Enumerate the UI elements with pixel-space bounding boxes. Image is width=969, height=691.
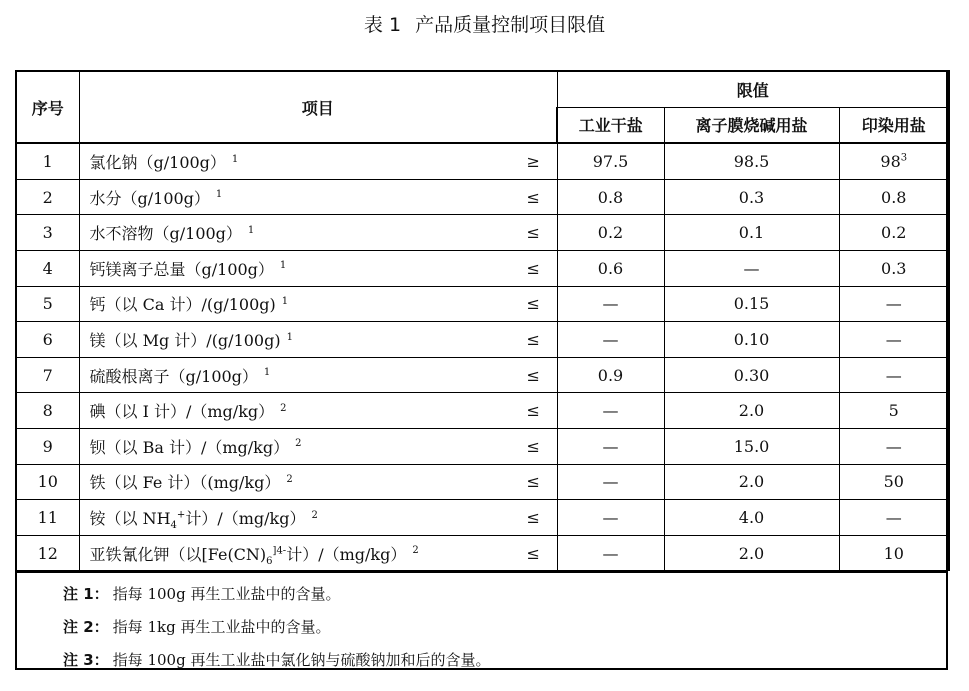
note-text: 指每 1kg 再生工业盐中的含量。 <box>112 618 331 636</box>
membrane-caustic-salt-value: 0.10 <box>664 322 839 358</box>
dyeing-salt-value <box>839 215 949 251</box>
header-col-industrial-dry-salt: 工业干盐 <box>557 107 664 143</box>
row-seq: 2 <box>16 179 79 215</box>
row-operator: ≤ <box>510 464 557 500</box>
note-label: 注 2： <box>63 618 109 636</box>
table-row <box>16 393 949 429</box>
note-3 <box>63 649 490 670</box>
row-seq: 5 <box>16 286 79 322</box>
membrane-caustic-salt-value: 2.0 <box>664 535 839 571</box>
dyeing-salt-value <box>839 464 949 500</box>
table-row <box>16 500 949 536</box>
header-limit: 限值 <box>557 71 949 107</box>
dyeing-salt-value <box>839 143 949 179</box>
item-note-ref: 1 <box>231 153 239 165</box>
item-note-ref: 1 <box>286 331 293 343</box>
item-note-ref: 2 <box>280 402 287 414</box>
row-item <box>79 322 510 358</box>
item-superscript: + <box>176 509 186 521</box>
row-operator: ≤ <box>510 428 557 464</box>
industrial-dry-salt-value: — <box>557 464 664 500</box>
membrane-caustic-salt-value: 2.0 <box>664 464 839 500</box>
row-seq: 11 <box>16 500 79 536</box>
dyeing-salt-value-text: — <box>885 436 902 456</box>
row-operator: ≤ <box>510 500 557 536</box>
row-operator: ≤ <box>510 535 557 571</box>
table-row <box>16 464 949 500</box>
row-seq: 1 <box>16 143 79 179</box>
dyeing-salt-value-text: 5 <box>888 401 899 421</box>
row-item <box>79 393 510 429</box>
item-text: 碘（以 I 计）/（mg/kg） <box>89 402 275 422</box>
value-note-ref: 3 <box>900 152 908 164</box>
membrane-caustic-salt-value: 0.15 <box>664 286 839 322</box>
row-operator: ≤ <box>510 179 557 215</box>
industrial-dry-salt-value: — <box>557 393 664 429</box>
dyeing-salt-value-text: — <box>885 294 902 314</box>
table-row <box>16 215 949 251</box>
item-note-ref: 2 <box>286 474 293 485</box>
note-label: 注 1： <box>63 585 109 603</box>
row-item <box>79 286 510 322</box>
industrial-dry-salt-value: — <box>557 500 664 536</box>
table-row <box>16 357 949 393</box>
row-seq: 10 <box>16 464 79 500</box>
industrial-dry-salt-value: 97.5 <box>557 143 664 179</box>
table-row <box>16 179 949 215</box>
item-note-ref: 1 <box>215 189 223 201</box>
item-text: 钙（以 Ca 计）/(g/100g) <box>89 295 276 315</box>
table-row <box>16 535 949 571</box>
dyeing-salt-value <box>839 322 949 358</box>
item-superscript: ]4- <box>272 545 287 557</box>
item-note-ref: 2 <box>295 438 302 450</box>
dyeing-salt-value-text: 50 <box>883 472 904 492</box>
quality-limits-table <box>15 70 950 571</box>
row-item <box>79 464 510 500</box>
dyeing-salt-value <box>839 250 949 286</box>
item-text: 镁（以 Mg 计）/(g/100g) <box>89 330 281 350</box>
row-item <box>79 215 510 251</box>
dyeing-salt-value <box>839 286 949 322</box>
industrial-dry-salt-value: — <box>557 322 664 358</box>
row-seq: 9 <box>16 428 79 464</box>
dyeing-salt-value <box>839 535 949 571</box>
item-note-ref: 2 <box>412 545 419 557</box>
notes-section <box>17 571 946 670</box>
row-seq: 12 <box>16 535 79 571</box>
item-note-ref: 1 <box>279 260 287 272</box>
header-col-membrane-caustic-salt: 离子膜烧碱用盐 <box>664 107 839 143</box>
item-text: 硫酸根离子（g/100g） <box>89 366 258 386</box>
note-1 <box>63 583 340 604</box>
dyeing-salt-value-text: — <box>885 507 902 527</box>
dyeing-salt-value <box>839 500 949 536</box>
item-text: 氯化钠（g/100g） <box>89 152 226 172</box>
industrial-dry-salt-value: — <box>557 428 664 464</box>
row-seq: 7 <box>16 357 79 393</box>
row-operator: ≤ <box>510 322 557 358</box>
table-title <box>0 10 969 37</box>
item-text: 亚铁氰化钾（以[Fe(CN) <box>89 544 267 564</box>
dyeing-salt-value-text: 10 <box>883 543 904 563</box>
header-item: 项目 <box>79 71 557 143</box>
header-col-dyeing-salt: 印染用盐 <box>839 107 949 143</box>
dyeing-salt-value <box>839 179 949 215</box>
item-note-ref: 1 <box>247 224 255 236</box>
note-2 <box>63 616 330 637</box>
row-operator: ≤ <box>510 286 557 322</box>
membrane-caustic-salt-value: 0.3 <box>664 179 839 215</box>
dyeing-salt-value-text: — <box>885 329 902 349</box>
row-seq: 4 <box>16 250 79 286</box>
dyeing-salt-value <box>839 428 949 464</box>
dyeing-salt-value <box>839 393 949 429</box>
table-row <box>16 250 949 286</box>
item-text-tail: 计）/（mg/kg） <box>286 544 407 564</box>
membrane-caustic-salt-value: 0.30 <box>664 357 839 393</box>
dyeing-salt-value-text: 0.8 <box>881 187 907 207</box>
industrial-dry-salt-value: 0.9 <box>557 357 664 393</box>
row-item <box>79 500 510 536</box>
membrane-caustic-salt-value: 15.0 <box>664 428 839 464</box>
row-operator: ≤ <box>510 250 557 286</box>
item-note-ref: 1 <box>263 367 271 379</box>
row-operator: ≥ <box>510 143 557 179</box>
membrane-caustic-salt-value: 2.0 <box>664 393 839 429</box>
note-text: 指每 100g 再生工业盐中的含量。 <box>112 585 341 603</box>
note-text: 指每 100g 再生工业盐中氯化钠与硫酸钠加和后的含量。 <box>112 651 491 669</box>
dyeing-salt-value-text: 98 <box>880 151 901 171</box>
industrial-dry-salt-value: 0.8 <box>557 179 664 215</box>
dyeing-salt-value-text: — <box>885 365 902 385</box>
membrane-caustic-salt-value: 0.1 <box>664 215 839 251</box>
dyeing-salt-value-text: 0.3 <box>881 258 907 278</box>
item-subscript: 4 <box>170 520 177 532</box>
item-text: 水分（g/100g） <box>89 188 210 208</box>
industrial-dry-salt-value: — <box>557 535 664 571</box>
table-row <box>16 143 949 179</box>
item-subscript: 6 <box>266 555 273 567</box>
item-text: 水不溶物（g/100g） <box>89 224 242 244</box>
row-seq: 8 <box>16 393 79 429</box>
row-item <box>79 357 510 393</box>
row-operator: ≤ <box>510 393 557 429</box>
note-label: 注 3： <box>63 651 109 669</box>
item-text: 铵（以 NH <box>89 508 171 528</box>
table-row <box>16 322 949 358</box>
table-number: 表 1 <box>363 14 402 36</box>
membrane-caustic-salt-value: 98.5 <box>664 143 839 179</box>
membrane-caustic-salt-value: — <box>664 250 839 286</box>
item-note-ref: 1 <box>281 296 289 308</box>
row-seq: 6 <box>16 322 79 358</box>
table-row <box>16 428 949 464</box>
table-body <box>16 143 949 571</box>
row-item <box>79 535 510 571</box>
industrial-dry-salt-value: 0.2 <box>557 215 664 251</box>
row-seq: 3 <box>16 215 79 251</box>
item-text-tail: 计）/（mg/kg） <box>185 508 306 528</box>
dyeing-salt-value <box>839 357 949 393</box>
row-item <box>79 428 510 464</box>
row-item <box>79 250 510 286</box>
item-text: 铁（以 Fe 计）（(mg/kg） <box>89 473 281 493</box>
header-seq: 序号 <box>16 71 79 143</box>
row-operator: ≤ <box>510 357 557 393</box>
item-text: 钡（以 Ba 计）/（mg/kg） <box>89 437 290 457</box>
industrial-dry-salt-value: — <box>557 286 664 322</box>
item-text: 钙镁离子总量（g/100g） <box>89 259 274 279</box>
membrane-caustic-salt-value: 4.0 <box>664 500 839 536</box>
row-item <box>79 179 510 215</box>
item-note-ref: 2 <box>311 509 318 521</box>
table-title-text: 产品质量控制项目限值 <box>415 14 606 36</box>
row-item <box>79 143 510 179</box>
industrial-dry-salt-value: 0.6 <box>557 250 664 286</box>
table-row <box>16 286 949 322</box>
row-operator: ≤ <box>510 215 557 251</box>
dyeing-salt-value-text: 0.2 <box>881 223 907 243</box>
